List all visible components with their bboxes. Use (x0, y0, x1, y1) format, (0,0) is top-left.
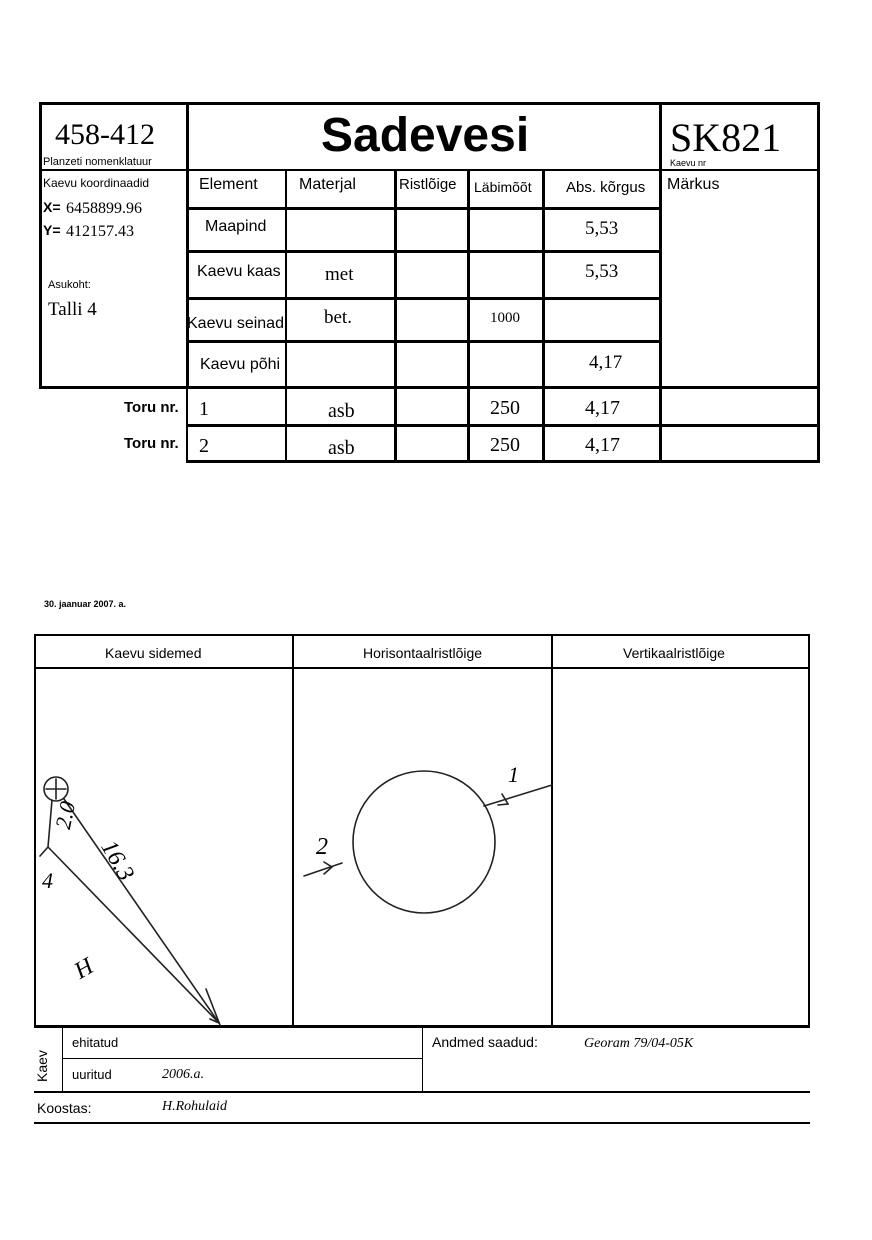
y-value: 412157.43 (66, 223, 134, 240)
diameter-cell: 1000 (490, 310, 520, 326)
compiled-by-label: Koostas: (37, 1100, 92, 1116)
pipe-1-label: 1 (508, 762, 519, 787)
kaevu-nr-label: Kaevu nr (670, 158, 707, 168)
pipe-2-label: 2 (316, 834, 328, 860)
data-source-value: Georam 79/04-05K (584, 1036, 694, 1051)
page-title: Sadevesi (321, 109, 530, 162)
divider (186, 340, 662, 343)
horizontal-section-sketch (294, 669, 551, 1025)
divider (34, 1091, 810, 1093)
element-cell: Kaevu seinad (187, 315, 284, 332)
document-date: 30. jaanuar 2007. a. (44, 599, 127, 609)
pipe-abs-height: 4,17 (585, 397, 620, 419)
location-label: Asukoht: (48, 279, 91, 291)
connections-sketch (34, 669, 292, 1025)
divider (659, 102, 662, 463)
planzet-value: 458-412 (55, 118, 155, 151)
divider (186, 207, 662, 210)
divider (542, 169, 545, 463)
divider (394, 169, 397, 463)
element-cell: Kaevu põhi (200, 356, 281, 373)
sketch-header-horizontal: Horisontaalristlõige (363, 645, 483, 661)
sketch-header-vertical: Vertikaalristlõige (623, 645, 725, 661)
column-header-remarks: Märkus (667, 176, 720, 193)
kaev-label: Kaev (34, 1050, 50, 1082)
divider (186, 424, 820, 427)
material-cell: met (325, 264, 354, 285)
column-header-diameter: Läbimõõt (474, 179, 532, 195)
divider (186, 297, 662, 300)
data-source-label: Andmed saadud: (432, 1034, 538, 1050)
pipe-material: asb (328, 437, 355, 459)
column-header-cross-section: Ristlõige (399, 176, 457, 193)
planzet-label: Planzeti nomenklatuur (43, 156, 152, 168)
side-4-label: 4 (42, 868, 53, 893)
divider (34, 1122, 810, 1124)
compiled-by-value: H.Rohulaid (162, 1099, 227, 1114)
pipe-number: 1 (199, 398, 209, 420)
pipe-label: Toru nr. (124, 435, 179, 452)
left-bottom-line (39, 386, 189, 389)
surveyed-value: 2006.a. (162, 1067, 204, 1082)
divider (39, 169, 820, 171)
divider (285, 169, 287, 463)
location-value: Talli 4 (48, 299, 97, 320)
divider (62, 1058, 422, 1059)
pipe-label: Toru nr. (124, 399, 179, 416)
h-label: H (70, 953, 99, 985)
material-cell: bet. (324, 307, 352, 328)
kaevu-nr-value: SK821 (670, 115, 782, 160)
x-value: 6458899.96 (66, 200, 142, 217)
measure-a-label: 2.0 (50, 799, 81, 832)
divider (186, 102, 189, 389)
coordinates-label: Kaevu koordinaadid (43, 176, 150, 190)
element-cell: Kaevu kaas (197, 263, 281, 280)
column-header-abs-height: Abs. kõrgus (566, 179, 646, 196)
x-label: X= (43, 199, 61, 215)
divider (186, 250, 662, 253)
pipe-diameter: 250 (490, 397, 520, 419)
column-header-element: Element (199, 176, 258, 193)
surveyed-label: uuritud (72, 1067, 112, 1082)
abs-height-cell: 5,53 (585, 261, 619, 282)
divider (62, 1026, 63, 1092)
y-label: Y= (43, 222, 61, 238)
divider (467, 169, 470, 463)
sketch-header-connections: Kaevu sidemed (105, 645, 202, 661)
abs-height-cell: 5,53 (585, 218, 619, 239)
divider (422, 1026, 423, 1092)
measure-b-label: 16.3 (95, 836, 139, 886)
element-cell: Maapind (205, 218, 267, 235)
pipe-number: 2 (199, 435, 209, 457)
pipe-abs-height: 4,17 (585, 434, 620, 456)
abs-height-cell: 4,17 (589, 352, 623, 373)
column-header-material: Materjal (299, 176, 356, 193)
built-label: ehitatud (72, 1035, 119, 1050)
divider (551, 634, 553, 1027)
pipe-diameter: 250 (490, 434, 520, 456)
pipe-material: asb (328, 400, 355, 422)
